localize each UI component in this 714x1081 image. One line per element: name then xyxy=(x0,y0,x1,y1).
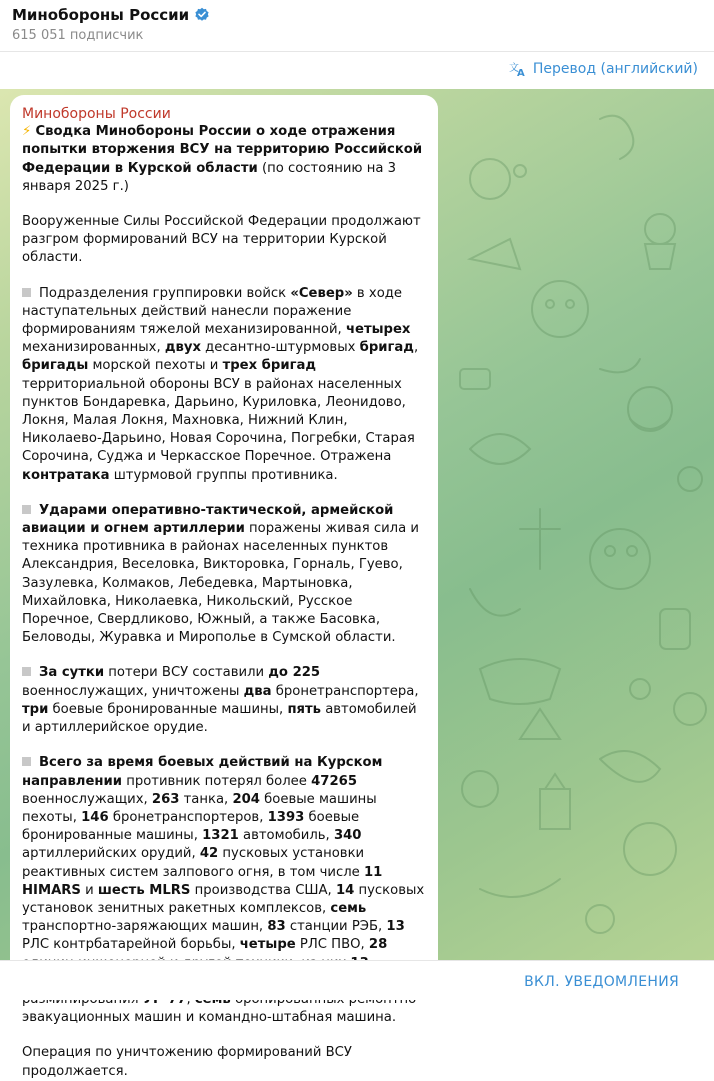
bold-text: семь xyxy=(330,900,367,916)
translate-label[interactable]: Перевод (английский) xyxy=(532,61,698,77)
bold-text: 13 xyxy=(386,919,405,935)
message-author[interactable]: Минобороны России xyxy=(22,106,171,122)
bold-text: четырех xyxy=(345,322,411,338)
paragraph-daily-losses xyxy=(22,664,426,737)
text: в ходе наступательных действий нанесли поражение формированиям тяжелой механизированной, xyxy=(22,285,402,338)
svg-text:A: A xyxy=(516,68,525,79)
channel-header xyxy=(0,0,714,52)
bold-text: четыре xyxy=(239,937,296,953)
channel-name[interactable]: Минобороны России xyxy=(12,6,190,24)
bold-text: «Север» xyxy=(290,285,353,301)
lightning-icon: ⚡ xyxy=(22,124,32,140)
bold-text: пять xyxy=(287,701,321,717)
translate-button[interactable] xyxy=(509,61,698,77)
bullet-square-icon xyxy=(22,757,31,766)
bold-text: 340 xyxy=(333,828,362,844)
bullet-square-icon xyxy=(22,667,31,676)
bold-text: 83 xyxy=(267,919,286,935)
paragraph-north-group xyxy=(22,285,426,485)
text: десантно-штурмовых xyxy=(200,340,360,356)
bold-text: 14 xyxy=(335,882,355,898)
text: транспортно-заряжающих машин, xyxy=(22,919,268,935)
bold-text: два xyxy=(243,683,272,699)
text: артиллерийских орудий, xyxy=(22,846,200,862)
text: боевые бронированные машины, xyxy=(48,701,288,717)
message-title xyxy=(22,123,426,196)
text: пусковых установок зенитных ракетных комплексов, xyxy=(22,882,425,916)
text: автомобилей и артиллерийское орудие. xyxy=(22,701,417,736)
subscriber-count: 615 051 подписчик xyxy=(12,28,144,43)
bold-text: 146 xyxy=(81,809,109,825)
text: станции РЭБ, xyxy=(285,919,387,935)
bold-text: 47265 xyxy=(311,773,357,789)
text: РЛС ПВО, xyxy=(295,937,369,953)
bullet-square-icon xyxy=(22,505,31,514)
text: боевые бронированные машины, xyxy=(22,809,360,844)
text: и xyxy=(80,882,98,898)
text: пусковых установки реактивных систем залпового огня, в том числе xyxy=(22,846,365,880)
text: Подразделения группировки войск xyxy=(39,285,291,301)
paragraph-strikes xyxy=(22,502,426,648)
bold-text: шесть MLRS xyxy=(97,882,191,898)
verified-badge-icon xyxy=(194,7,210,23)
bold-text: 11 HIMARS xyxy=(22,864,383,898)
text: , xyxy=(413,340,419,356)
bold-text: двух xyxy=(164,340,201,356)
text: механизированных, xyxy=(22,340,165,356)
title-date: (по состоянию на 3 января 2025 г.) xyxy=(22,160,396,194)
bold-text: 28 xyxy=(368,937,388,953)
bold-text: контратака xyxy=(22,467,110,483)
bold-text: бригад xyxy=(359,340,414,356)
title-bold: Сводка Минобороны России о ходе отражения попытки вторжения ВСУ на территорию Российской Федерации в Курской области xyxy=(22,124,423,176)
text: морской пехоты и xyxy=(88,358,223,374)
text: бронетранспортеров, xyxy=(108,809,268,825)
text: эвакуационных машин и командно-штабная машина. xyxy=(22,1010,397,1026)
bold-text: бригады xyxy=(22,358,89,374)
text: штурмовой группы противника. xyxy=(109,467,338,483)
text: территориальной обороны ВСУ в районах населенных пунктов Бондаревка, Дарьино, Куриловка, Леонидово, Локня, Малая Локня, Махновка, Нижний Клин, Николаево-Дарьино, Новая Сорочина, Погребки, Старая Сорочина, Суджа и Черкасское Поречное. Отражена xyxy=(22,376,415,465)
text: боевые машины пехоты, xyxy=(22,791,377,825)
enable-notifications-button[interactable]: ВКЛ. УВЕДОМЛЕНИЯ xyxy=(524,974,679,990)
bold-text: 204 xyxy=(232,791,260,807)
bold-text: 42 xyxy=(199,846,219,862)
translate-bar xyxy=(0,53,714,89)
channel-title-row[interactable] xyxy=(12,6,210,24)
svg-text:文: 文 xyxy=(508,63,519,74)
text: бронетранспортера, xyxy=(271,683,419,699)
translate-icon xyxy=(509,61,527,77)
bold-text: до 225 xyxy=(268,665,321,681)
text: противник потерял более xyxy=(122,773,312,789)
bold-text: За сутки xyxy=(39,665,105,681)
bold-text: Всего за время боевых действий на Курском направлении xyxy=(22,755,383,789)
text: РЛС контрбатарейной борьбы, xyxy=(22,937,240,953)
bold-text: трех бригад xyxy=(222,358,317,374)
text: автомобиль, xyxy=(238,828,334,844)
message-bubble[interactable] xyxy=(10,95,438,1079)
bold-text: 1321 xyxy=(202,828,239,844)
message-intro: Вооруженные Силы Российской Федерации продолжают разгром формирований ВСУ на территории Курской области. xyxy=(22,214,421,266)
bullet-square-icon xyxy=(22,288,31,297)
message-outro: Операция по уничтожению формирований ВСУ продолжается. xyxy=(22,1045,352,1079)
text: военнослужащих, xyxy=(22,791,152,807)
bold-text: три xyxy=(22,701,49,717)
text: производства США, xyxy=(190,882,336,898)
text: поражены живая сила и техника противника в районах населенных пунктов Александрия, Веселовка, Викторовка, Горналь, Гуево, Зазулевка, Колмаков, Лебедевка, Мартыновка, Михайловка, Николаевка, Никольский, Русское Поречное, Свердликово, Южный, а также Басовка, Беловоды, Журавка и Мирополье в Сумской области. xyxy=(22,521,419,646)
text: потери ВСУ составили xyxy=(104,665,269,681)
bold-text: 263 xyxy=(151,791,180,807)
bold-text: Ударами оперативно-тактической, армейской авиации и огнем артиллерии xyxy=(22,502,394,537)
bold-text: 1393 xyxy=(267,809,305,825)
text: танка, xyxy=(179,791,233,807)
text: военнослужащих, уничтожены xyxy=(22,683,244,699)
bottom-bar xyxy=(0,960,714,1000)
